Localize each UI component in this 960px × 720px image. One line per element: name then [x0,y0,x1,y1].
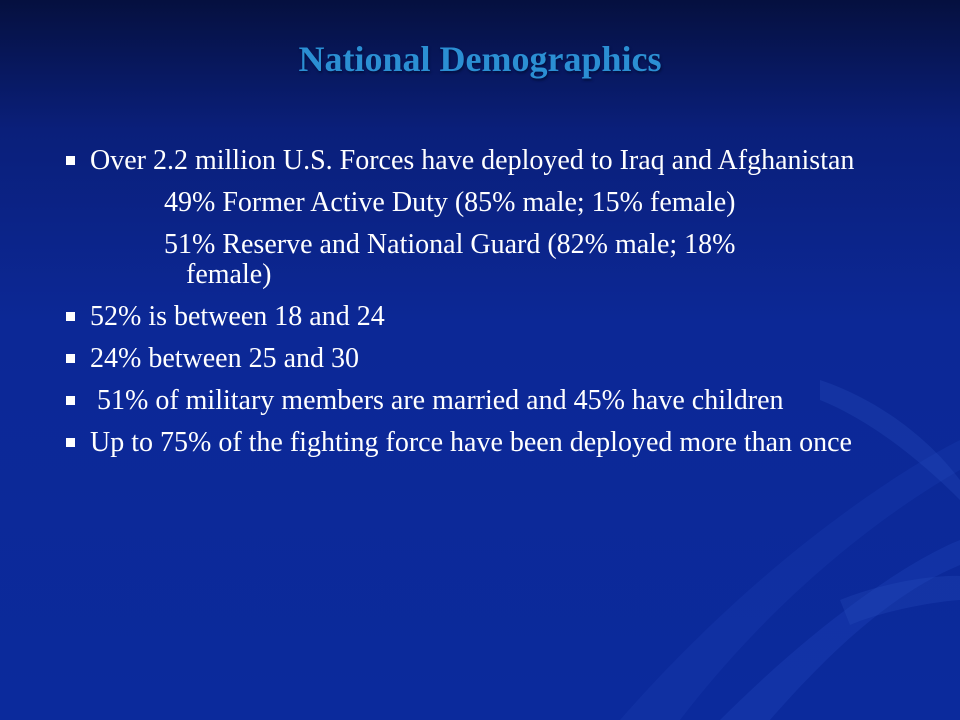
sub-item-text-line1: 51% Reserve and National Guard (82% male; 18% [164,229,736,260]
slide-content [62,146,892,470]
square-bullet-icon [66,312,75,321]
sub-item-active-duty [62,188,892,218]
sub-item-text-line2: female) [186,259,272,290]
square-bullet-icon [66,396,75,405]
bullet-text: Over 2.2 million U.S. Forces have deployed to Iraq and Afghanistan [90,145,855,176]
sub-item-reserve-guard [62,230,892,290]
sub-item-text: 49% Former Active Duty (85% male; 15% female) [164,187,736,218]
square-bullet-icon [66,354,75,363]
bullet-text: 24% between 25 and 30 [90,343,360,374]
square-bullet-icon [66,438,75,447]
bullet-item-age-25-30 [62,344,892,374]
slide-title: National Demographics [298,39,662,79]
square-bullet-icon [66,156,75,165]
bullet-item-age-18-24 [62,302,892,332]
bullet-item-redeployed [62,428,892,458]
bullet-item-deployed [62,146,892,176]
bullet-text: 52% is between 18 and 24 [90,301,385,332]
bullet-text: Up to 75% of the fighting force have been deployed more than once [90,427,852,458]
bullet-item-married [62,386,892,416]
bullet-text: 51% of military members are married and 45% have children [90,385,784,416]
